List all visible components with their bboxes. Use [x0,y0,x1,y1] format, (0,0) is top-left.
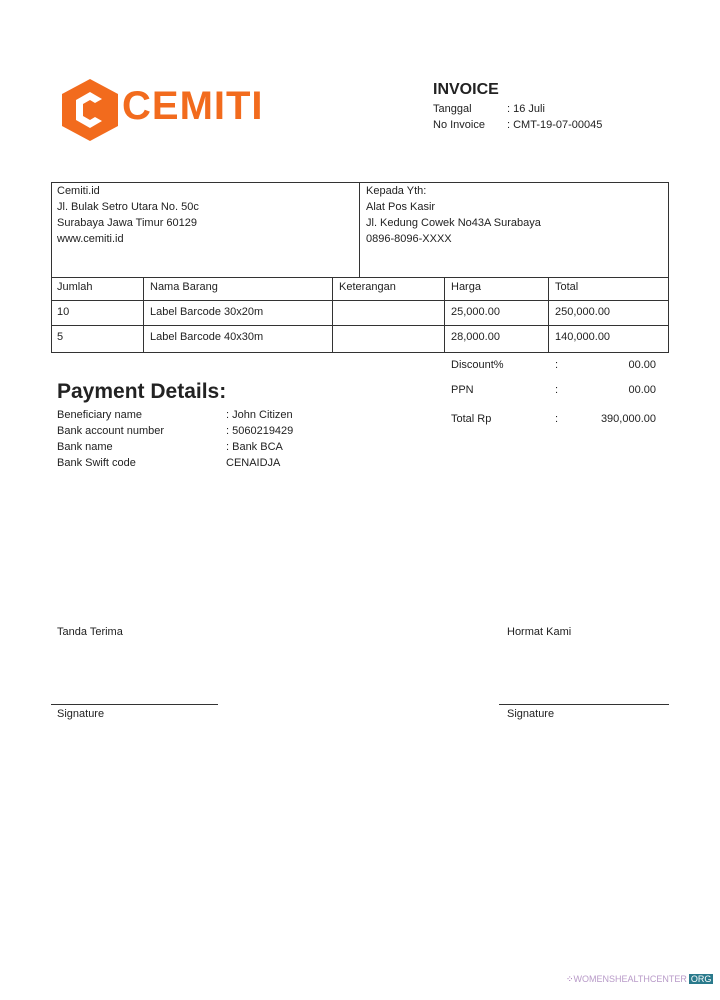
discount-value: 00.00 [628,359,656,371]
number-label: No Invoice [433,119,485,131]
sender-city: Surabaya Jawa Timur 60129 [57,217,198,229]
separator: : [555,359,559,371]
watermark-suffix: ORG [690,974,712,984]
row1-harga: 25,000.00 [451,306,500,318]
header-nama-barang: Nama Barang [150,281,218,293]
total-value: 390,000.00 [600,413,656,425]
date-label: Tanggal [433,103,472,115]
beneficiary-label: Beneficiary name [57,409,142,421]
header-jumlah: Jumlah [57,281,93,293]
invoice-date [433,103,545,115]
signature-line-left [51,704,218,705]
row1-total: 250,000.00 [555,306,611,318]
logo-icon [62,79,118,141]
row2-jumlah: 5 [57,331,64,343]
header-total: Total [555,281,579,293]
signature-line-right [499,704,669,705]
row1-jumlah: 10 [57,306,70,318]
separator: : [555,384,559,396]
sender-address: Jl. Bulak Setro Utara No. 50c [57,201,199,213]
number-value: : CMT-19-07-00045 [507,119,603,131]
invoice-table [51,182,669,353]
signature-label-right: Signature [507,708,555,720]
invoice-number [433,119,603,131]
row2-harga: 28,000.00 [451,331,500,343]
bank-value: : Bank BCA [226,441,283,453]
bank-label: Bank name [57,441,113,453]
total-label: Total Rp [451,413,492,425]
row2-nama: Label Barcode 40x30m [150,331,264,343]
header-keterangan: Keterangan [339,281,396,293]
invoice-title: INVOICE [433,81,499,98]
date-value: : 16 Juli [507,103,545,115]
recipient-heading: Kepada Yth: [366,185,427,197]
recipient-address: Jl. Kedung Cowek No43A Surabaya [366,217,541,229]
header-harga: Harga [451,281,481,293]
ppn-value: 00.00 [628,384,656,396]
ppn-label: PPN [451,384,474,396]
payment-details-title: Payment Details: [57,380,227,403]
hormat-kami: Hormat Kami [507,626,572,638]
swift-value: CENAIDJA [226,457,281,469]
watermark-dots-icon: ⁘ [566,974,574,984]
sender-name: Cemiti.id [57,185,100,197]
swift-label: Bank Swift code [57,457,136,469]
beneficiary-value: : John Citizen [226,409,293,421]
sender-website: www.cemiti.id [57,233,124,245]
watermark-text: WOMENSHEALTHCENTER [573,974,687,984]
row2-total: 140,000.00 [555,331,611,343]
watermark [566,974,713,985]
logo-text: CEMITI [122,84,264,128]
discount-label: Discount% [451,359,504,371]
recipient-phone: 0896-8096-XXXX [366,233,452,245]
account-label: Bank account number [57,425,165,437]
account-value: : 5060219429 [226,425,294,437]
signature-label-left: Signature [57,708,105,720]
row1-nama: Label Barcode 30x20m [150,306,264,318]
separator: : [555,413,559,425]
tanda-terima: Tanda Terima [57,626,123,638]
recipient-name: Alat Pos Kasir [366,201,436,213]
